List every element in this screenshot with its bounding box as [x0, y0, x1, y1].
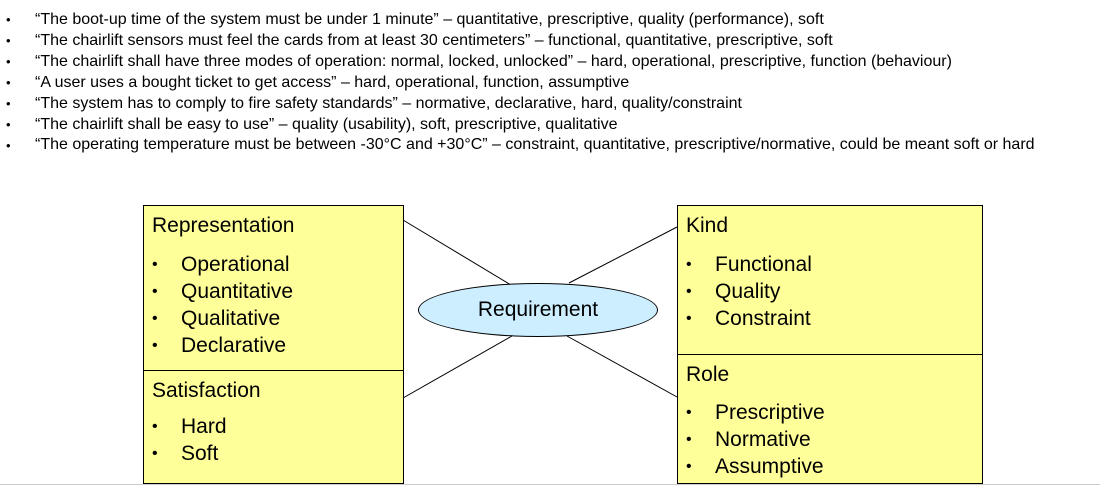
bullet-dot: • — [686, 458, 692, 475]
role-box — [677, 354, 983, 484]
representation-box — [143, 205, 404, 371]
representation-list — [152, 251, 293, 359]
bullet-dot: • — [6, 117, 11, 132]
bullet-dot: • — [6, 12, 11, 27]
bullet-dot: • — [6, 96, 11, 111]
item-text: Constraint — [715, 307, 811, 330]
item-text: Quantitative — [181, 280, 294, 303]
connector-representation — [403, 220, 511, 285]
bullet-dot: • — [6, 33, 11, 48]
bullet-text: “A user uses a bought ticket to get access” – hard, operational, function, assumptive — [35, 74, 630, 91]
connector-satisfaction — [403, 336, 512, 398]
list-item — [152, 413, 227, 440]
kind-box — [677, 205, 983, 355]
list-item — [152, 332, 293, 359]
item-text: Assumptive — [715, 455, 824, 478]
item-text: Hard — [181, 415, 227, 438]
bullet-dot: • — [152, 310, 158, 327]
representation-title: Representation — [152, 214, 295, 237]
bullet-dot: • — [686, 256, 692, 273]
list-item — [686, 453, 825, 480]
satisfaction-box — [143, 370, 404, 484]
connector-kind — [569, 227, 677, 283]
bullet-text: “The boot-up time of the system must be under 1 minute” – quantitative, prescriptive, quality (performance), soft — [35, 11, 824, 28]
kind-list — [686, 251, 812, 332]
item-text: Declarative — [181, 334, 287, 357]
list-item — [152, 305, 293, 332]
bullet-dot: • — [152, 283, 158, 300]
requirement-label: Requirement — [477, 298, 599, 321]
divider — [0, 484, 1100, 485]
connector-role — [567, 336, 677, 397]
item-text: Functional — [715, 253, 812, 276]
list-item — [686, 251, 812, 278]
bullet-dot: • — [686, 310, 692, 327]
bullet-text: “The chairlift sensors must feel the cards from at least 30 centimeters” – functional, quantitative, prescriptive, soft — [35, 32, 833, 49]
list-item — [152, 251, 293, 278]
bullet-dot: • — [686, 404, 692, 421]
bullet-text: “The chairlift shall be easy to use” – quality (usability), soft, prescriptive, qualitative — [35, 116, 618, 133]
kind-title: Kind — [686, 214, 729, 237]
role-list — [686, 399, 825, 480]
bullet-dot: • — [6, 138, 11, 153]
list-item — [686, 426, 825, 453]
satisfaction-title: Satisfaction — [152, 379, 261, 402]
bullet-text: “The chairlift shall have three modes of operation: normal, locked, unlocked” – hard, operational, prescriptive, function (behaviour) — [35, 53, 952, 70]
list-item — [152, 440, 227, 467]
bullet-dot: • — [6, 75, 11, 90]
bullet-dot: • — [6, 54, 11, 69]
item-text: Soft — [181, 442, 219, 465]
bullet-dot: • — [152, 418, 158, 435]
list-item — [152, 278, 293, 305]
role-title: Role — [686, 363, 730, 386]
requirement-node — [418, 283, 658, 337]
bullet-dot: • — [686, 283, 692, 300]
bullet-dot: • — [152, 337, 158, 354]
item-text: Prescriptive — [715, 401, 825, 424]
satisfaction-list — [152, 413, 227, 467]
list-item — [686, 278, 812, 305]
item-text: Operational — [181, 253, 290, 276]
bullet-dot: • — [152, 256, 158, 273]
list-item — [686, 305, 812, 332]
item-text: Quality — [715, 280, 781, 303]
bullet-text: “The system has to comply to fire safety standards” – normative, declarative, hard, quality/constraint — [35, 95, 742, 112]
bullet-dot: • — [152, 445, 158, 462]
item-text: Qualitative — [181, 307, 281, 330]
item-text: Normative — [715, 428, 811, 451]
bullet-text: “The operating temperature must be between -30°C and +30°C” – constraint, quantitative, prescriptive/normative, could be meant soft or hard — [35, 136, 1035, 153]
bullet-dot: • — [686, 431, 692, 448]
list-item — [686, 399, 825, 426]
